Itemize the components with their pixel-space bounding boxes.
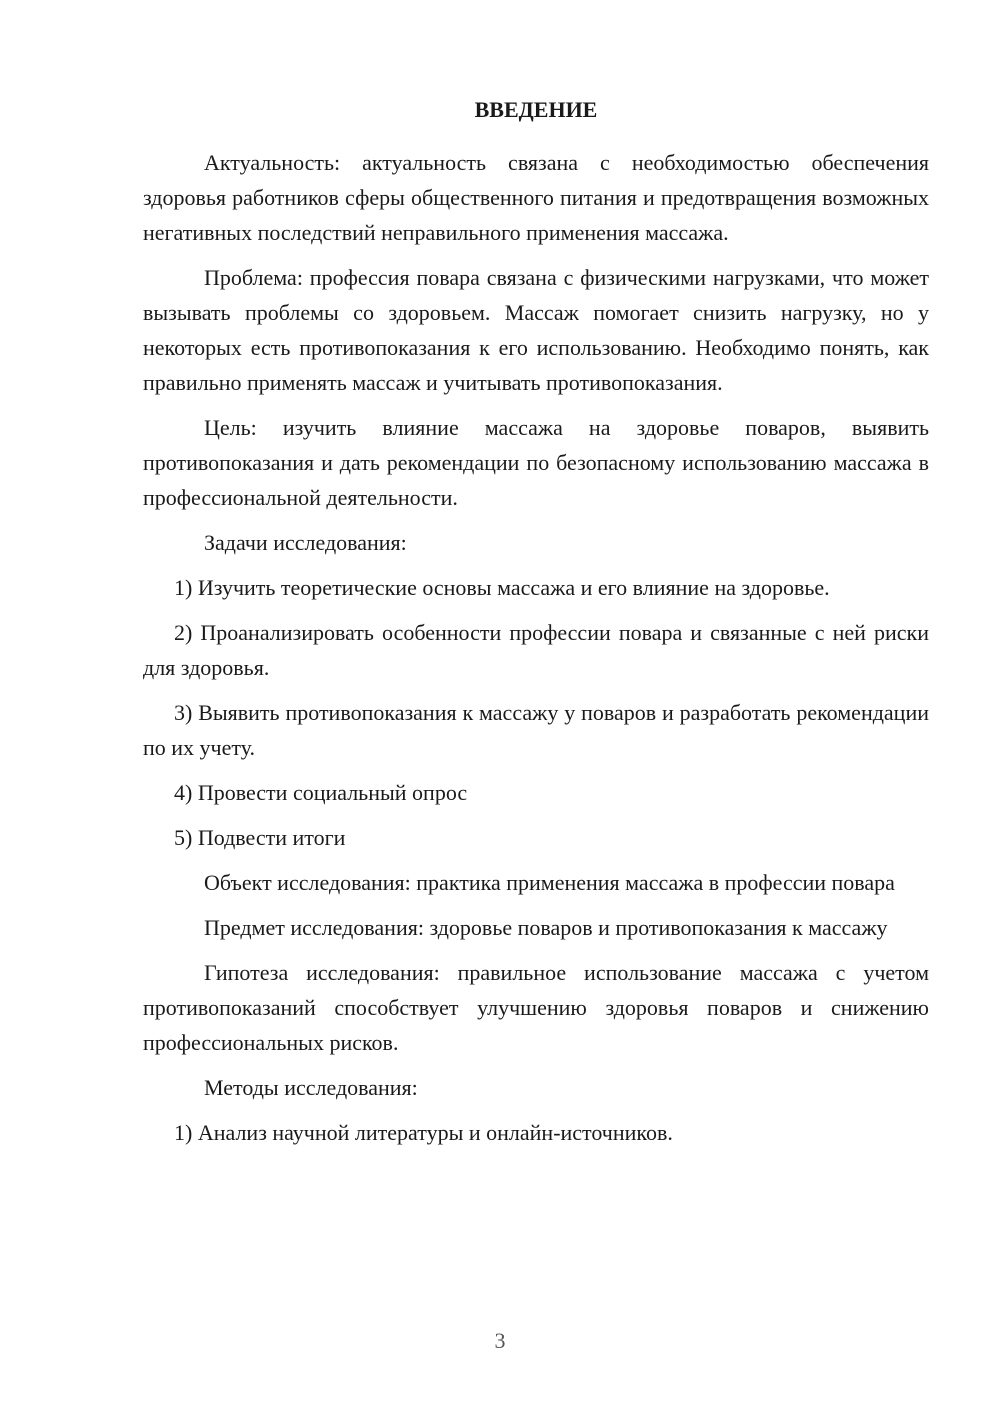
task-item-2: 2) Проанализировать особенности профессии повара и связанные с ней риски для здоровья. (143, 620, 929, 680)
paragraph-hypothesis: Гипотеза исследования: правильное использование массажа с учетом противопоказаний способствует улучшению здоровья поваров и снижению профессиональных рисков. (143, 960, 929, 1055)
paragraph-goal: Цель: изучить влияние массажа на здоровье поваров, выявить противопоказания и дать рекомендации по безопасному использованию массажа в профессиональной деятельности. (143, 415, 929, 510)
paragraph-tasks-heading: Задачи исследования: (204, 530, 407, 555)
task-item-5: 5) Подвести итоги (174, 825, 346, 850)
page-number: 3 (494, 1328, 506, 1353)
task-item-4: 4) Провести социальный опрос (174, 780, 468, 805)
paragraph-relevance: Актуальность: актуальность связана с необходимостью обеспечения здоровья работников сферы общественного питания и предотвращения возможных негативных последствий неправильного применения массажа. (143, 150, 929, 245)
task-item-1: 1) Изучить теоретические основы массажа и его влияние на здоровье. (174, 575, 830, 600)
paragraph-subject: Предмет исследования: здоровье поваров и противопоказания к массажу (204, 915, 888, 940)
method-item-1: 1) Анализ научной литературы и онлайн-источников. (174, 1120, 673, 1145)
section-title: ВВЕДЕНИЕ (474, 97, 598, 122)
task-item-3: 3) Выявить противопоказания к массажу у поваров и разработать рекомендации по их учету. (143, 700, 929, 760)
paragraph-object: Объект исследования: практика применения массажа в профессии повара (204, 870, 895, 895)
document-page (143, 92, 929, 1160)
paragraph-methods-heading: Методы исследования: (204, 1075, 418, 1100)
paragraph-problem: Проблема: профессия повара связана с физическими нагрузками, что может вызывать проблемы со здоровьем. Массаж помогает снизить нагрузку, но у некоторых есть противопоказания к его использованию. Необходимо понять, как правильно применять массаж и учитывать противопоказания. (143, 265, 929, 395)
